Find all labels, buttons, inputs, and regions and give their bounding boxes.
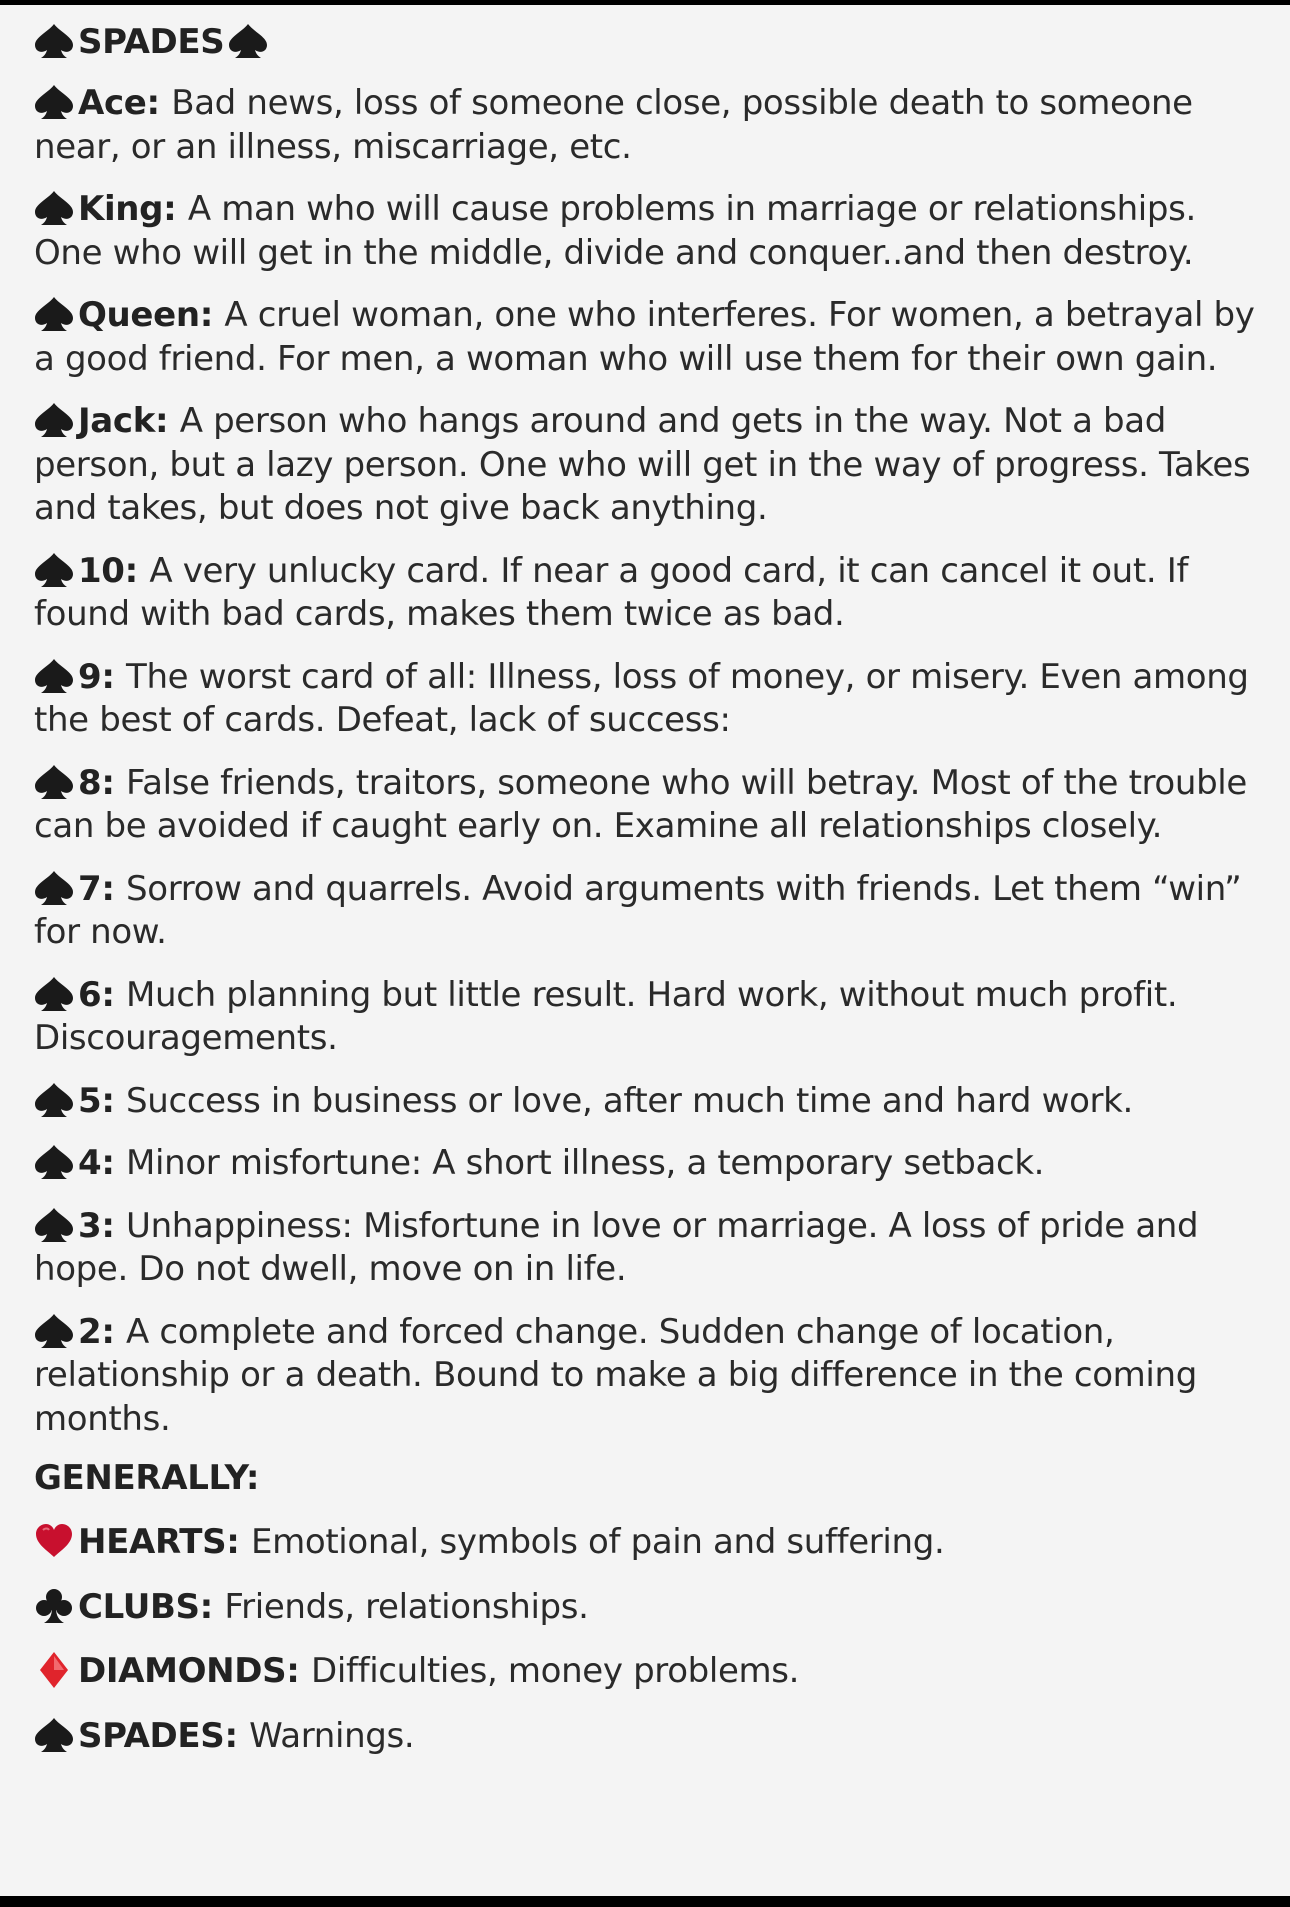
card-name: 9: [78, 656, 102, 697]
card-name: 8: [78, 762, 102, 803]
spade-card-entry: [34, 294, 1259, 381]
spade-icon: [34, 84, 74, 120]
label-colon: :: [101, 1205, 127, 1246]
card-name: 5: [78, 1080, 102, 1121]
label-colon: :: [163, 189, 188, 229]
spade-card-entry: [34, 188, 1259, 275]
suit-name: DIAMONDS: [78, 1651, 287, 1691]
card-name: Jack: [78, 401, 155, 441]
card-name: Queen: [78, 295, 200, 335]
suit-name: HEARTS: [78, 1522, 227, 1562]
label-colon: :: [101, 1080, 127, 1121]
club-icon: [34, 1588, 74, 1624]
spade-icon: [34, 1313, 74, 1349]
entry-description: Much planning but little result. Hard work, without much profit. Discouragements.: [34, 974, 1178, 1058]
entry-description: Friends, relationships.: [224, 1586, 589, 1627]
spade-card-entry: [34, 974, 1259, 1061]
spade-card-entry: [34, 400, 1259, 531]
spade-icon: [34, 296, 74, 332]
generally-heading: GENERALLY:: [34, 1458, 260, 1498]
spade-card-entry: [34, 82, 1259, 169]
suit-meaning-entry: [34, 1521, 1259, 1565]
label-colon: :: [154, 401, 180, 441]
title-text: SPADES: [78, 22, 225, 62]
spades-card-list: [34, 82, 1259, 1441]
card-name: 3: [78, 1205, 102, 1246]
label-colon: :: [224, 1715, 250, 1756]
card-name: 6: [78, 974, 102, 1015]
spade-icon: [34, 870, 74, 906]
spade-card-entry: [34, 1142, 1259, 1186]
entry-description: The worst card of all: Illness, loss of money, or misery. Even among the best of cards. Defeat, lack of success:: [34, 656, 1249, 740]
diamond-icon: [34, 1652, 74, 1688]
entry-description: A person who hangs around and gets in the way. Not a bad person, but a lazy person. One who will get in the way of progress. Takes and takes, but does not give back anything.: [34, 401, 1251, 528]
suit-meaning-entry: [34, 1715, 1259, 1759]
spade-card-entry: [34, 868, 1259, 955]
spade-icon: [34, 1144, 74, 1180]
label-colon: :: [199, 1586, 225, 1627]
label-colon: :: [199, 295, 225, 335]
entry-description: Bad news, loss of someone close, possible death to someone near, or an illness, miscarriage, etc.: [34, 83, 1193, 167]
entry-description: Warnings.: [249, 1715, 415, 1756]
entry-description: A man who will cause problems in marriage or relationships. One who will get in the middle, divide and conquer..and then destroy.: [34, 189, 1196, 273]
entry-description: Sorrow and quarrels. Avoid arguments with friends. Let them “win” for now.: [34, 868, 1242, 952]
spade-icon: [34, 1717, 74, 1753]
label-colon: :: [146, 83, 172, 123]
spade-icon: [34, 976, 74, 1012]
entry-description: Unhappiness: Misfortune in love or marriage. A loss of pride and hope. Do not dwell, move on in life.: [34, 1205, 1199, 1289]
entry-description: Difficulties, money problems.: [311, 1651, 800, 1691]
heart-icon: [34, 1523, 74, 1559]
spade-icon: [34, 1207, 74, 1243]
label-colon: :: [101, 1143, 127, 1183]
spade-card-entry: [34, 656, 1259, 743]
entry-description: Minor misfortune: A short illness, a temporary setback.: [126, 1143, 1045, 1183]
label-colon: :: [101, 974, 127, 1015]
suit-meaning-entry: [34, 1586, 1259, 1630]
document-content: [34, 5, 1259, 1758]
card-name: 10: [78, 550, 125, 591]
label-colon: :: [226, 1522, 251, 1562]
spade-card-entry: [34, 550, 1259, 637]
card-name: King: [78, 189, 164, 229]
entry-description: A very unlucky card. If near a good card, it can cancel it out. If found with bad cards, makes them twice as bad.: [34, 550, 1189, 634]
label-colon: :: [101, 762, 127, 803]
spade-card-entry: [34, 762, 1259, 849]
spade-icon: [34, 402, 74, 438]
card-name: 4: [78, 1143, 102, 1183]
card-name: 7: [78, 868, 102, 909]
spade-icon: [34, 190, 74, 226]
label-colon: :: [101, 1311, 127, 1352]
entry-description: Emotional, symbols of pain and suffering.: [250, 1522, 945, 1562]
label-colon: :: [101, 656, 127, 697]
entry-description: False friends, traitors, someone who will betray. Most of the trouble can be avoided if caught early on. Examine all relationships closely.: [34, 762, 1247, 846]
spade-icon: [34, 1082, 74, 1118]
entry-description: Success in business or love, after much time and hard work.: [126, 1080, 1133, 1121]
card-name: 2: [78, 1311, 102, 1352]
label-colon: :: [124, 550, 150, 591]
spade-icon: [228, 23, 268, 59]
spade-icon: [34, 23, 74, 59]
label-colon: :: [101, 868, 127, 909]
suit-meaning-entry: [34, 1650, 1259, 1694]
document-page: [0, 5, 1290, 1896]
spade-icon: [34, 764, 74, 800]
suit-name: SPADES: [78, 1715, 225, 1756]
page-title: [34, 21, 1259, 64]
spade-card-entry: [34, 1311, 1259, 1442]
entry-description: A complete and forced change. Sudden change of location, relationship or a death. Bound to make a big difference in the coming months.: [34, 1311, 1197, 1439]
spade-icon: [34, 658, 74, 694]
spade-card-entry: [34, 1080, 1259, 1124]
entry-description: A cruel woman, one who interferes. For women, a betrayal by a good friend. For men, a woman who will use them for their own gain.: [34, 295, 1255, 379]
suit-meanings-list: [34, 1521, 1259, 1758]
spade-card-entry: [34, 1205, 1259, 1292]
spade-icon: [34, 552, 74, 588]
card-name: Ace: [78, 83, 147, 123]
label-colon: :: [286, 1651, 312, 1691]
suit-name: CLUBS: [78, 1586, 200, 1627]
